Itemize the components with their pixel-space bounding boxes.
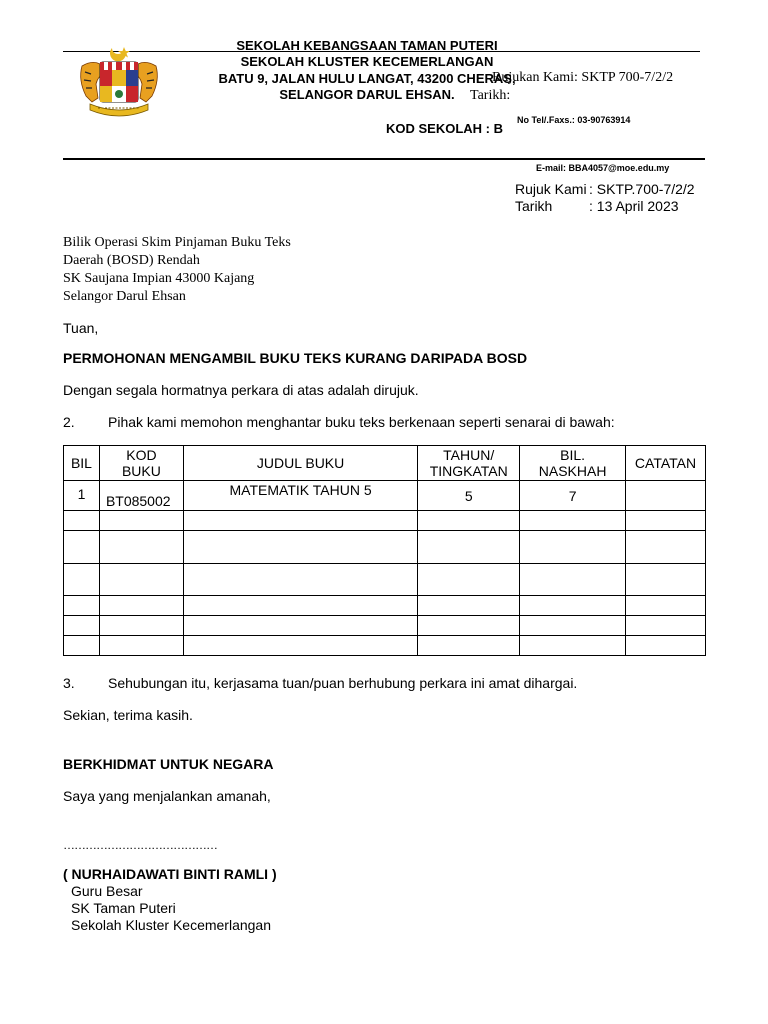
empty-cell <box>64 511 100 531</box>
empty-cell <box>418 511 520 531</box>
school-address: BATU 9, JALAN HULU LANGAT, 43200 CHERAS, <box>218 71 516 86</box>
empty-cell <box>99 636 183 656</box>
header-tahun-line2: TINGKATAN <box>429 463 508 479</box>
empty-cell <box>626 596 706 616</box>
empty-cell <box>520 531 626 564</box>
closing-text: Sekian, terima kasih. <box>63 707 193 723</box>
ref-label: Rujuk Kami <box>515 181 587 197</box>
empty-cell <box>626 564 706 596</box>
school-code: KOD SEKOLAH : B <box>386 121 503 136</box>
overlay-ref-text: Rujukan Kami: SKTP 700-7/2/2 <box>492 70 674 85</box>
empty-cell <box>99 511 183 531</box>
recipient-line: Daerah (BOSD) Rendah <box>63 253 200 268</box>
cell-tahun: 5 <box>418 481 520 511</box>
recipient-line: SK Saujana Impian 43000 Kajang <box>63 271 255 286</box>
recipient-line: Bilik Operasi Skim Pinjaman Buku Teks <box>63 235 291 250</box>
empty-cell <box>520 511 626 531</box>
empty-cell <box>626 636 706 656</box>
header-judul-buku: JUDUL BUKU <box>183 446 417 481</box>
salutation: Tuan, <box>63 320 99 336</box>
paragraph-1: Dengan segala hormatnya perkara di atas adalah dirujuk. <box>63 382 419 398</box>
cell-judul-buku: MATEMATIK TAHUN 5 <box>183 481 417 511</box>
empty-cell <box>418 636 520 656</box>
empty-cell <box>183 616 417 636</box>
signatory-school: SK Taman Puteri <box>71 900 176 916</box>
empty-cell <box>418 564 520 596</box>
paragraph-3-text: Sehubungan itu, kerjasama tuan/puan berhubung perkara ini amat dihargai. <box>108 675 578 691</box>
tel-fax: No Tel/.Faxs.: 03-90763914 <box>517 115 631 125</box>
malaysia-coat-of-arms-logo <box>76 44 162 120</box>
table-row <box>64 531 706 564</box>
recipient-line: Selangor Darul Ehsan <box>63 289 186 304</box>
empty-cell <box>99 564 183 596</box>
empty-cell <box>520 616 626 636</box>
empty-cell <box>626 531 706 564</box>
header-bottom-rule <box>63 158 705 160</box>
school-state: SELANGOR DARUL EHSAN. <box>279 87 455 102</box>
empty-cell <box>520 564 626 596</box>
book-request-table <box>63 445 706 656</box>
header-naskhah-line1: BIL. <box>560 447 586 463</box>
paragraph-3-number: 3. <box>63 675 75 691</box>
header-bil: BIL <box>64 446 100 481</box>
date-value: : 13 April 2023 <box>589 198 679 214</box>
empty-cell <box>418 616 520 636</box>
paragraph-2-text: Pihak kami memohon menghantar buku teks berkenaan seperti senarai di bawah: <box>108 414 615 430</box>
empty-cell <box>64 636 100 656</box>
empty-cell <box>183 511 417 531</box>
cell-bil: 1 <box>64 481 100 511</box>
header-naskhah-line2: NASKHAH <box>538 463 607 479</box>
header-kod-line1: KOD <box>126 447 157 463</box>
signatory-cluster: Sekolah Kluster Kecemerlangan <box>71 917 272 933</box>
empty-cell <box>418 531 520 564</box>
ref-value: : SKTP.700-7/2/2 <box>589 181 695 197</box>
header-catatan: CATATAN <box>626 446 706 481</box>
cell-kod-buku: BT085002 <box>99 481 183 511</box>
cell-catatan <box>626 481 706 511</box>
table-row <box>64 481 706 511</box>
empty-cell <box>99 596 183 616</box>
overlay-date-text: Tarikh: <box>470 88 511 103</box>
date-label: Tarikh <box>515 198 553 214</box>
empty-cell <box>520 636 626 656</box>
signature-line: …………………………………… <box>63 838 217 852</box>
header-kod-buku <box>99 446 183 481</box>
empty-cell <box>64 616 100 636</box>
empty-cell <box>64 596 100 616</box>
header-tahun-line1: TAHUN/ <box>443 447 495 463</box>
table-row <box>64 596 706 616</box>
header-tahun-tingkatan <box>418 446 520 481</box>
empty-cell <box>183 636 417 656</box>
table-header-row <box>64 446 706 481</box>
school-email: E-mail: BBA4057@moe.edu.my <box>536 163 670 173</box>
table-row <box>64 511 706 531</box>
empty-cell <box>183 564 417 596</box>
empty-cell <box>418 596 520 616</box>
table-row <box>64 564 706 596</box>
empty-cell <box>183 596 417 616</box>
signatory-name: ( NURHAIDAWATI BINTI RAMLI ) <box>63 866 277 882</box>
motto: BERKHIDMAT UNTUK NEGARA <box>63 756 274 772</box>
header-kod-line2: BUKU <box>121 463 161 479</box>
empty-cell <box>626 511 706 531</box>
empty-cell <box>99 616 183 636</box>
empty-cell <box>626 616 706 636</box>
header-bil-naskhah <box>520 446 626 481</box>
amanah-text: Saya yang menjalankan amanah, <box>63 788 271 804</box>
empty-cell <box>99 531 183 564</box>
empty-cell <box>183 531 417 564</box>
cell-naskhah: 7 <box>520 481 626 511</box>
empty-cell <box>64 531 100 564</box>
signatory-title: Guru Besar <box>71 883 143 899</box>
letter-subject: PERMOHONAN MENGAMBIL BUKU TEKS KURANG DARIPADA BOSD <box>63 350 528 366</box>
paragraph-2-number: 2. <box>63 414 75 430</box>
school-cluster: SEKOLAH KLUSTER KECEMERLANGAN <box>240 54 494 69</box>
empty-cell <box>64 564 100 596</box>
empty-cell <box>520 596 626 616</box>
table-row <box>64 616 706 636</box>
table-row <box>64 636 706 656</box>
school-name: SEKOLAH KEBANGSAAN TAMAN PUTERI <box>236 38 498 53</box>
